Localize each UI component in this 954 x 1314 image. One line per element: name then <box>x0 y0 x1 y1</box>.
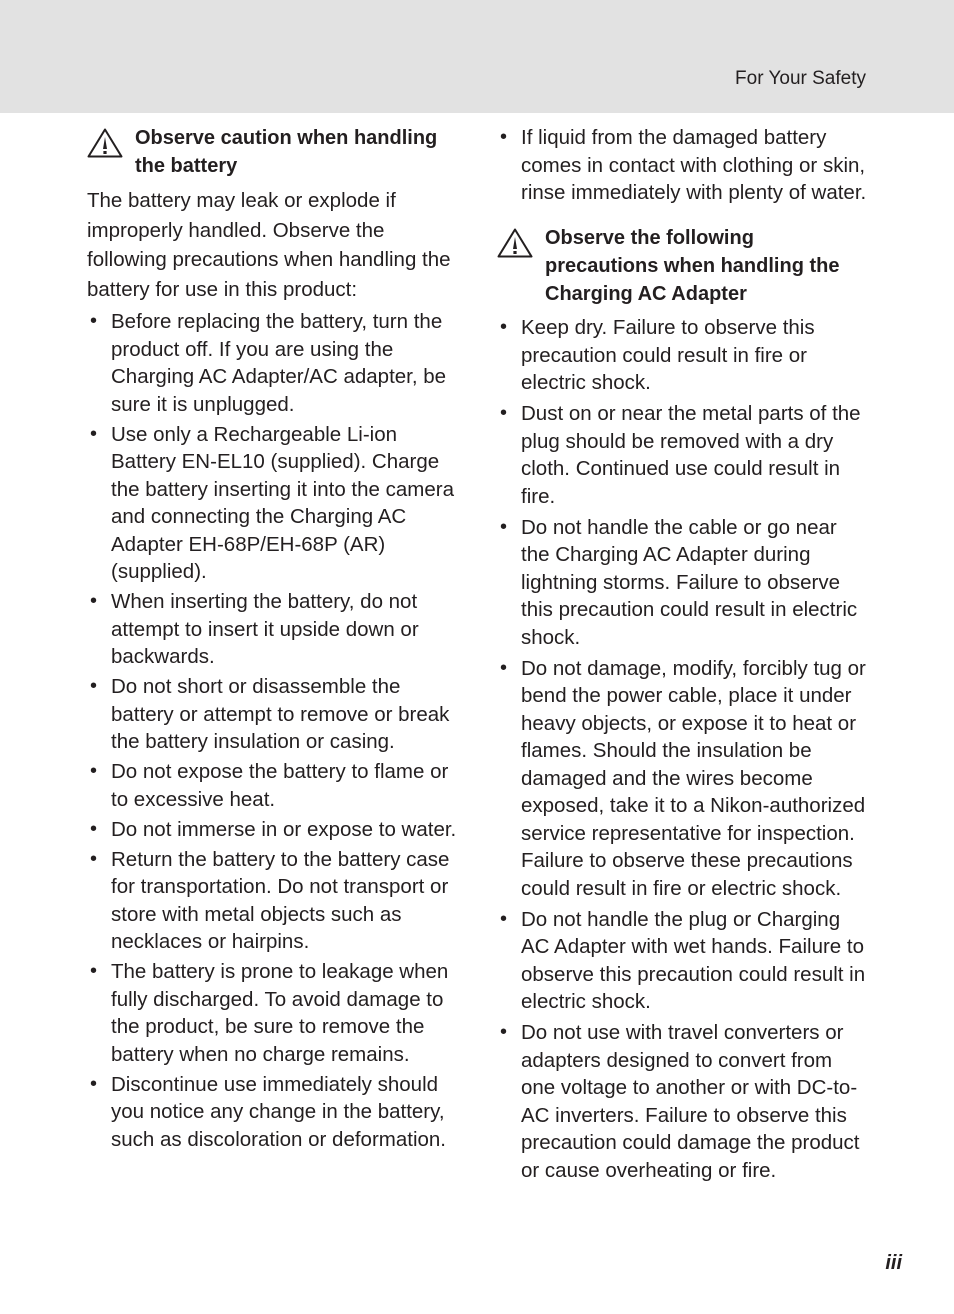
bullet-icon: • <box>90 960 98 982</box>
list-item: • Keep dry. Failure to observe this precaution could result in fire or electric shock. <box>500 316 815 394</box>
list-item: • Do not short or disassemble the battery or attempt to remove or break the battery insulation or casing. <box>90 675 450 753</box>
adapter-precautions-list <box>497 314 867 1184</box>
warning-triangle-icon <box>497 228 533 258</box>
heading-text: Observe the following precautions when handling the Charging AC Adapter <box>545 227 840 305</box>
intro-paragraph: The battery may leak or explode if improperly handled. Observe the following precautions when handling the battery for use in this product: <box>87 189 451 301</box>
list-item: • The battery is prone to leakage when fully discharged. To avoid damage to the product, be sure to remove the battery when no charge remains. <box>90 960 449 1066</box>
warning-triangle-icon <box>87 128 123 158</box>
bullet-icon: • <box>90 817 98 840</box>
list-item: • Discontinue use immediately should you notice any change in the battery, such as discoloration or deformation. <box>90 1072 447 1151</box>
bullet-icon: • <box>500 515 508 538</box>
bullet-icon: • <box>500 316 508 338</box>
list-item: • Do not use with travel converters or adapters designed to convert from one voltage to another or with DC-to-AC inverters. Failure to observe this precaution could damage the product or cause overheating or fire. <box>500 1021 860 1182</box>
list-item: • Do not damage, modify, forcibly tug or bend the power cable, place it under heavy objects, or expose it to heat or flames. Should the insulation be damaged and the wires become exposed, take it to a Nikon-authorized service representative for inspection. Failure to observe these precautions could result in fire or electric shock. <box>500 656 866 900</box>
list-item: • When inserting the battery, do not attempt to insert it upside down or backwards. <box>90 590 419 668</box>
bullet-icon: • <box>90 310 98 332</box>
bullet-icon: • <box>500 126 508 148</box>
bullet-icon: • <box>90 590 98 612</box>
list-item: • Do not handle the plug or Charging AC Adapter with wet hands. Failure to observe this precaution could result in electric shock. <box>500 907 866 1013</box>
list-item: • Do not expose the battery to flame or to excessive heat. <box>90 760 449 811</box>
list-item: • Before replacing the battery, turn the product off. If you are using the Charging AC Adapter/AC adapter, be sure it is unplugged. <box>90 310 447 416</box>
left-column <box>87 124 457 1156</box>
bullet-icon: • <box>90 422 98 445</box>
section-title: For Your Safety <box>735 68 866 89</box>
bullet-icon: • <box>90 760 98 782</box>
bullet-icon: • <box>500 656 508 679</box>
header-band <box>0 0 954 113</box>
bullet-icon: • <box>500 1021 508 1043</box>
bullet-icon: • <box>90 847 98 870</box>
bullet-icon: • <box>90 1072 98 1095</box>
battery-precautions-continued-list <box>497 124 867 207</box>
heading-text: Observe caution when handling the battery <box>135 127 438 177</box>
battery-caution-heading <box>87 124 457 180</box>
right-column <box>497 124 867 1188</box>
list-item: • Return the battery to the battery case for transportation. Do not transport or store with metal objects such as necklaces or hairpins. <box>90 847 450 953</box>
list-item: • If liquid from the damaged battery comes in contact with clothing or skin, rinse immediately with plenty of water. <box>500 126 867 204</box>
bullet-icon: • <box>500 402 508 424</box>
battery-precautions-list <box>87 308 457 1153</box>
list-item: • Do not handle the cable or go near the Charging AC Adapter during lightning storms. Failure to observe this precaution could result in electric shock. <box>500 515 858 649</box>
bullet-icon: • <box>90 675 98 697</box>
list-item: • Use only a Rechargeable Li-ion Battery EN-EL10 (supplied). Charge the battery inserting it into the camera and connecting the Charging AC Adapter EH-68P/EH-68P (AR) (supplied). <box>90 422 454 583</box>
list-item: • Dust on or near the metal parts of the plug should be removed with a dry cloth. Continued use could result in fire. <box>500 402 861 508</box>
list-item: • Do not immerse in or expose to water. <box>87 816 457 844</box>
page-number: iii <box>885 1252 902 1274</box>
bullet-icon: • <box>500 907 508 930</box>
adapter-precautions-heading <box>497 224 867 308</box>
